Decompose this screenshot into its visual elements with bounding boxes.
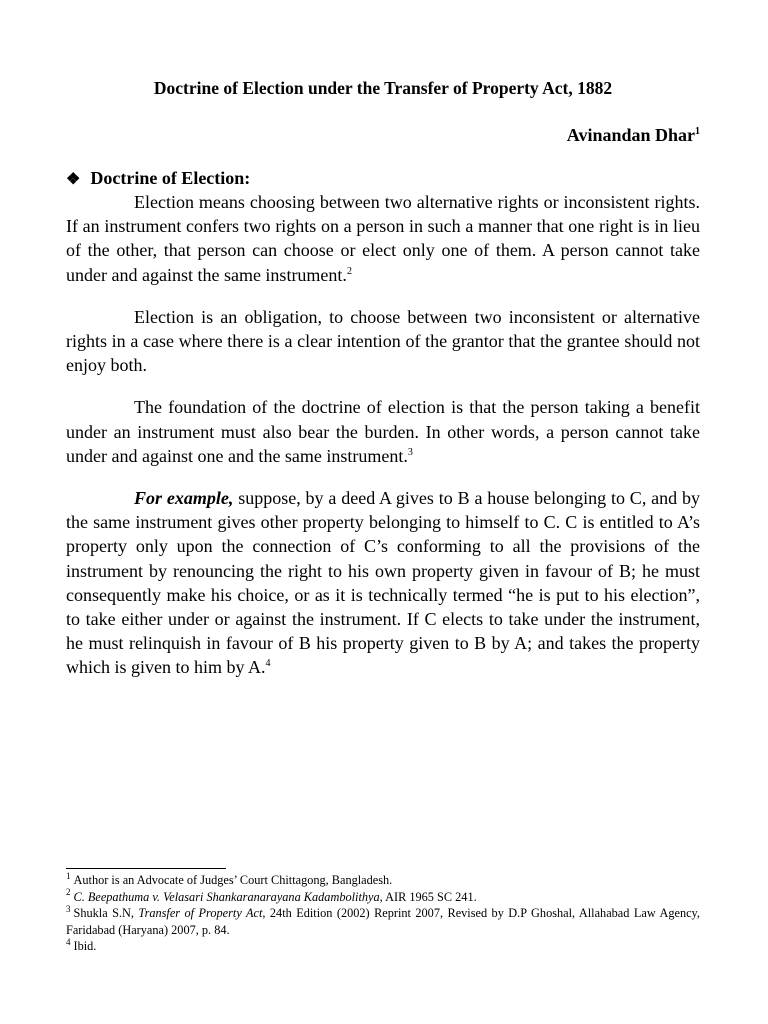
footnotes <box>66 872 700 955</box>
footnote-1: $^1$ Author is an Advocate of Judges’ Court Chittagong, Bangladesh. <box>66 870 393 887</box>
document-title: Doctrine of Election under the Transfer of Property Act, 1882 <box>153 78 613 98</box>
footnote-ref-1[interactable]: 1 <box>695 126 700 137</box>
footnote-divider <box>66 868 226 869</box>
diamond-bullet-icon: ❖ <box>66 170 81 188</box>
paragraph-text: Election means choosing between two alternative rights or inconsistent rights. If an instrument confers two rights on a person in such a manner that one right is in lieu of the other, that person can choose or elect only one of them. A person cannot take under and against the same instrument. <box>66 192 700 285</box>
footnote-3: $^3$ Shukla S.N, Transfer of Property Act, 24th Edition (2002) Reprint 2007, Revised by D.P Ghoshal, Allahabad Law Agency, Faridabad (Haryana) 2007, p. 84. <box>66 903 700 937</box>
author-name: Avinandan Dhar <box>566 125 695 145</box>
footnote-ref-4[interactable]: 4 <box>265 658 271 670</box>
footnote-2: $^2$ C. Beepathuma v. Velasari Shankaranarayana Kadambolithya, AIR 1965 SC 241. <box>66 887 477 904</box>
paragraph-obligation <box>66 305 700 378</box>
author-line <box>66 125 700 146</box>
document-page <box>66 70 700 680</box>
example-lead: For example, <box>134 488 234 509</box>
footnote-ref-3[interactable]: 3 <box>407 446 413 458</box>
paragraph-definition <box>66 190 700 287</box>
paragraph-text: The foundation of the doctrine of election is that the person taking a benefit under an instrument must also bear the burden. In other words, a person cannot take under and against one and the same instrument. <box>66 397 700 466</box>
footnote-ref-2[interactable]: 2 <box>346 265 352 277</box>
section-heading <box>66 168 700 189</box>
paragraph-text: suppose, by a deed A gives to B a house belonging to C, and by the same instrument gives other property belonging to himself to C. C is entitled to A’s property only upon the connection of C’s conforming to all the provisions of the instrument by renouncing the right to his own property given in favour of B; he must consequently make his choice, or as it is technically termed “he is put to his election”, to take either under or against the instrument. If C elects to take under the instrument, he must relinquish in favour of B his property given to B by A; and takes the property which is given to him by A. <box>66 488 700 678</box>
paragraph-text: Election is an obligation, to choose between two inconsistent or alternative rights in a case where there is a clear intention of the grantor that the grantee should not enjoy both. <box>66 306 700 376</box>
paragraph-foundation <box>66 395 700 468</box>
paragraph-example <box>66 486 700 680</box>
footnote-4: $^4$ Ibid. <box>66 936 97 953</box>
section-heading-text: Doctrine of Election: <box>90 168 251 188</box>
